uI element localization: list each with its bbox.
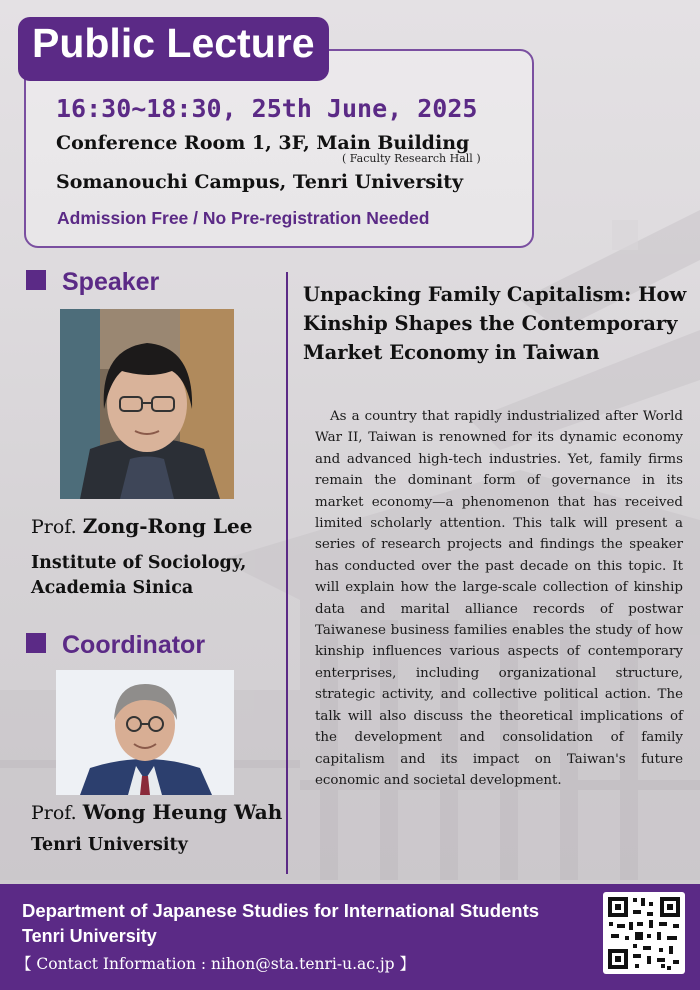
lecture-title: Unpacking Family Capitalism: How Kinship Shapes the Contemporary Market Economy in Taiwan <box>303 283 687 364</box>
lecture-abstract: As a country that rapidly industrialized after World War II, Taiwan is renowned for its dynamic economy and advanced high-tech industries. Yet, family firms remain the dominant form of governance in its market economy—a phenomenon that has received limited scholarly attention. This talk will present a series of research projects and findings the speaker has conducted over the past decade on this topic. It will explain how the large-scale collection of kinship data and marital alliance records of postwar Taiwanese business families enables the study of how kinship influences various aspects of contemporary enterprises, including organizational structure, strategic activity, and collective political action. The talk will also discuss the theoretical implications of the development and consolidation of family capitalism and its impact on Taiwan's future economic and societal development. <box>315 409 683 788</box>
coordinator-heading <box>26 631 205 660</box>
admission-note: Admission Free / No Pre-registration Needed <box>57 208 430 228</box>
speaker-prefix: Prof. <box>31 516 77 538</box>
speaker-affiliation-line2: Academia Sinica <box>31 578 194 598</box>
coordinator-heading-label: Coordinator <box>62 631 206 659</box>
coordinator-name-text: Wong Heung Wah <box>82 800 283 824</box>
footer-contact[interactable]: 【 Contact Information : nihon@sta.tenri-u.ac.jp 】 <box>16 955 415 973</box>
speaker-photo <box>60 309 234 499</box>
event-venue-note: ( Faculty Research Hall ) <box>342 152 481 165</box>
footer-university: Tenri University <box>22 926 157 946</box>
coordinator-photo <box>56 670 234 795</box>
coordinator-affiliation: Tenri University <box>31 835 188 855</box>
coordinator-prefix: Prof. <box>31 802 77 824</box>
event-datetime: 16:30~18:30, 25th June, 2025 <box>56 94 478 123</box>
column-divider <box>286 272 288 874</box>
speaker-name-text: Zong-Rong Lee <box>82 514 253 538</box>
page-title: Public Lecture <box>32 20 315 66</box>
qr-code-icon[interactable] <box>603 892 685 974</box>
event-campus: Somanouchi Campus, Tenri University <box>56 171 464 193</box>
coordinator-name <box>31 800 282 824</box>
speaker-affiliation-line1: Institute of Sociology, <box>31 553 247 573</box>
speaker-name <box>31 514 252 538</box>
event-venue: Conference Room 1, 3F, Main Building <box>56 132 470 154</box>
speaker-heading <box>26 268 159 297</box>
square-bullet-icon <box>26 270 46 290</box>
speaker-heading-label: Speaker <box>62 268 160 296</box>
square-bullet-icon <box>26 633 46 653</box>
footer-department: Department of Japanese Studies for International Students <box>22 900 540 921</box>
speaker-affiliation <box>31 551 246 601</box>
